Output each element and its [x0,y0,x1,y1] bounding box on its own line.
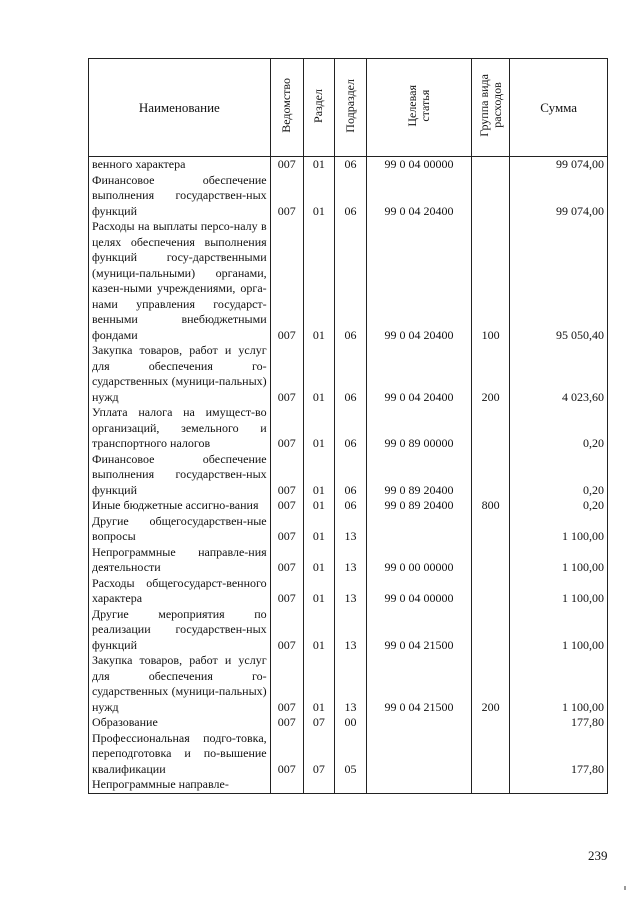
budget-table [88,58,608,794]
row-vedomstvo: 007 [270,576,303,607]
row-summa: 1 100,00 [510,607,608,654]
table-row [89,715,608,731]
row-summa: 99 074,00 [510,157,608,173]
row-podrazdel: 06 [334,173,366,220]
row-razdel: 01 [303,405,334,452]
header-summa: Сумма [510,59,608,157]
row-razdel: 01 [303,157,334,173]
table-row [89,343,608,405]
row-name: Расходы на выплаты персо-налу в целях обеспечения выполнения функций госу-дарственными (муници-пальными) органами, казен-ными учреждениями, орга-нами управления государст-венными внебюджетными фондами [89,219,271,343]
row-razdel: 01 [303,452,334,499]
row-summa: 177,80 [510,731,608,778]
row-vedomstvo: 007 [270,452,303,499]
row-vedomstvo: 007 [270,715,303,731]
row-name: Закупка товаров, работ и услуг для обеспечения го-сударственных (муници-пальных) нужд [89,343,271,405]
table-row [89,653,608,715]
row-podrazdel: 13 [334,653,366,715]
header-podrazdel: Подраздел [334,59,366,157]
table-row [89,219,608,343]
row-summa: 4 023,60 [510,343,608,405]
table-body [89,157,608,794]
row-podrazdel: 06 [334,498,366,514]
row-summa [510,777,608,793]
row-podrazdel: 13 [334,514,366,545]
row-name: Иные бюджетные ассигно-вания [89,498,271,514]
row-razdel: 01 [303,607,334,654]
row-celevaya-statya [367,731,472,778]
row-razdel: 01 [303,173,334,220]
row-podrazdel: 13 [334,576,366,607]
row-celevaya-statya [367,715,472,731]
row-vedomstvo: 007 [270,514,303,545]
row-gruppa [471,545,509,576]
row-gruppa [471,157,509,173]
row-gruppa [471,607,509,654]
row-celevaya-statya: 99 0 89 20400 [367,498,472,514]
row-summa: 177,80 [510,715,608,731]
row-razdel: 01 [303,545,334,576]
row-celevaya-statya: 99 0 89 00000 [367,405,472,452]
row-gruppa [471,777,509,793]
row-vedomstvo: 007 [270,173,303,220]
row-summa: 99 074,00 [510,173,608,220]
row-razdel: 01 [303,498,334,514]
row-celevaya-statya [367,514,472,545]
row-summa: 1 100,00 [510,514,608,545]
row-razdel: 01 [303,219,334,343]
table-row [89,405,608,452]
row-celevaya-statya: 99 0 00 00000 [367,545,472,576]
row-celevaya-statya: 99 0 89 20400 [367,452,472,499]
row-name: Закупка товаров, работ и услуг для обеспечения го-сударственных (муници-пальных) нужд [89,653,271,715]
row-gruppa [471,514,509,545]
row-podrazdel: 06 [334,452,366,499]
row-podrazdel: 05 [334,731,366,778]
row-summa: 0,20 [510,452,608,499]
row-gruppa: 800 [471,498,509,514]
row-razdel [303,777,334,793]
row-podrazdel: 06 [334,343,366,405]
table-row [89,731,608,778]
row-summa: 1 100,00 [510,653,608,715]
row-razdel: 07 [303,715,334,731]
row-vedomstvo [270,777,303,793]
row-razdel: 01 [303,576,334,607]
row-vedomstvo: 007 [270,545,303,576]
page-number: 239 [588,848,608,863]
row-vedomstvo: 007 [270,653,303,715]
row-summa: 0,20 [510,498,608,514]
row-vedomstvo: 007 [270,498,303,514]
header-celevaya-statya: Целевая статья [367,59,472,157]
row-gruppa [471,731,509,778]
row-celevaya-statya: 99 0 04 00000 [367,157,472,173]
row-podrazdel [334,777,366,793]
row-name: Другие мероприятия по реализации государствен-ных функций [89,607,271,654]
row-gruppa: 200 [471,653,509,715]
row-podrazdel: 00 [334,715,366,731]
table-row [89,157,608,173]
row-vedomstvo: 007 [270,219,303,343]
row-celevaya-statya: 99 0 04 21500 [367,607,472,654]
row-gruppa: 200 [471,343,509,405]
row-razdel: 01 [303,653,334,715]
row-gruppa [471,405,509,452]
row-vedomstvo: 007 [270,343,303,405]
row-name: Финансовое обеспечение выполнения государствен-ных функций [89,173,271,220]
row-name: Непрограммные направле-ния деятельности [89,545,271,576]
row-summa: 1 100,00 [510,576,608,607]
row-razdel: 01 [303,514,334,545]
row-gruppa [471,173,509,220]
row-summa: 0,20 [510,405,608,452]
row-name: Расходы общегосударст-венного характера [89,576,271,607]
table-row [89,607,608,654]
row-summa: 1 100,00 [510,545,608,576]
header-gruppa-vida-rashodov: Группа вида расходов [471,59,509,157]
header-vedomstvo: Ведомство [270,59,303,157]
table-row [89,514,608,545]
table-row [89,173,608,220]
table-row [89,545,608,576]
row-podrazdel: 06 [334,157,366,173]
row-name: Уплата налога на имущест-во организаций, земельного и транспортного налогов [89,405,271,452]
row-celevaya-statya: 99 0 04 20400 [367,219,472,343]
scan-mark [624,886,626,890]
row-gruppa [471,452,509,499]
row-vedomstvo: 007 [270,405,303,452]
row-gruppa: 100 [471,219,509,343]
table-row [89,576,608,607]
table-header [89,59,608,157]
row-name: венного характера [89,157,271,173]
row-gruppa [471,576,509,607]
row-vedomstvo: 007 [270,157,303,173]
row-podrazdel: 13 [334,545,366,576]
row-podrazdel: 13 [334,607,366,654]
row-name: Образование [89,715,271,731]
row-summa: 95 050,40 [510,219,608,343]
row-celevaya-statya: 99 0 04 21500 [367,653,472,715]
header-name: Наименование [89,59,271,157]
row-celevaya-statya: 99 0 04 00000 [367,576,472,607]
row-name: Профессиональная подго-товка, переподготовка и по-вышение квалификации [89,731,271,778]
row-vedomstvo: 007 [270,607,303,654]
table-row [89,452,608,499]
table-row [89,498,608,514]
row-razdel: 07 [303,731,334,778]
row-gruppa [471,715,509,731]
row-celevaya-statya: 99 0 04 20400 [367,343,472,405]
row-celevaya-statya: 99 0 04 20400 [367,173,472,220]
row-razdel: 01 [303,343,334,405]
row-name: Непрограммные направле- [89,777,271,793]
table-row [89,777,608,793]
row-podrazdel: 06 [334,405,366,452]
row-podrazdel: 06 [334,219,366,343]
row-name: Другие общегосударствен-ные вопросы [89,514,271,545]
row-name: Финансовое обеспечение выполнения государствен-ных функций [89,452,271,499]
row-vedomstvo: 007 [270,731,303,778]
row-celevaya-statya [367,777,472,793]
header-razdel: Раздел [303,59,334,157]
